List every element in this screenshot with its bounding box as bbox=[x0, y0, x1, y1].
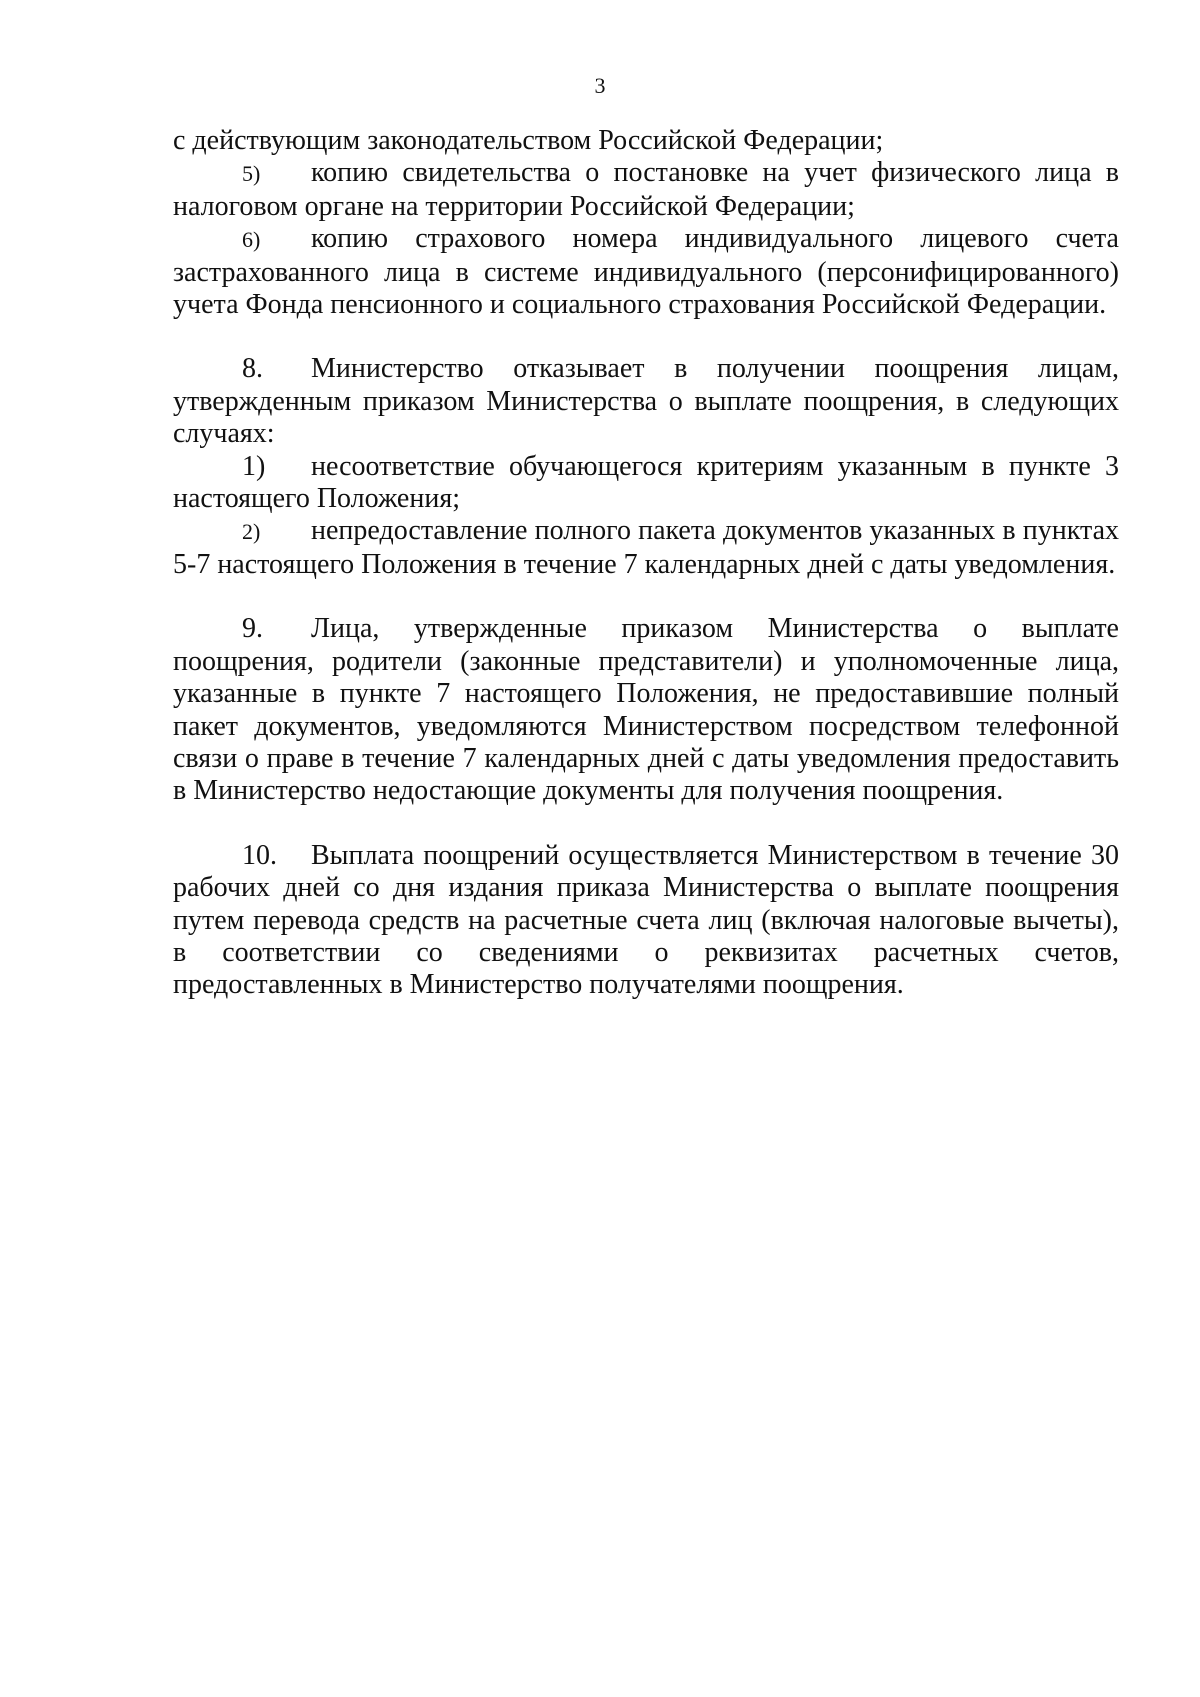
document-body bbox=[173, 125, 1119, 1002]
list-item-number: 5) bbox=[242, 161, 261, 187]
paragraph-text: несоответствие обучающегося критериям указанным в пункте 3 настоящего Положения; bbox=[173, 450, 1119, 515]
paragraph-text: копию свидетельства о постановке на учет физического лица в налоговом органе на территории Российской Федерации; bbox=[173, 157, 1119, 222]
paragraph-text: Лица, утвержденные приказом Министерства о выплате поощрения, родители (законные представители) и уполномоченные лица, указанные в пункте 7 настоящего Положения, не предоставившие полный пакет документов, уведомляются Министерством посредством телефонной связи о праве в течение 7 календарных дней с даты уведомления предоставить в Министерство недостающие документы для получения поощрения. bbox=[173, 613, 1119, 807]
list-item-number: 2) bbox=[242, 519, 261, 545]
clause-10 bbox=[173, 840, 1119, 1002]
paragraph-text: Министерство отказывает в получении поощрения лицам, утвержденным приказом Министерства о выплате поощрения, в следующих случаях: bbox=[173, 353, 1119, 450]
paragraph-text: с действующим законодательством Российской Федерации; bbox=[173, 125, 884, 156]
clause-number: 8. bbox=[242, 353, 263, 385]
list-item-number: 6) bbox=[242, 227, 261, 253]
list-item-6 bbox=[173, 223, 1119, 321]
list-item-5 bbox=[173, 157, 1119, 223]
paragraph-text: копию страхового номера индивидуального лицевого счета застрахованного лица в системе индивидуального (персонифицированного) учета Фонда пенсионного и социального страхования Российской Федерации. bbox=[173, 223, 1119, 321]
clause-number: 9. bbox=[242, 613, 263, 645]
paragraph-text: Выплата поощрений осуществляется Министерством в течение 30 рабочих дней со дня издания приказа Министерства о выплате поощрения путем перевода средств на расчетные счета лиц (включая налоговые вычеты), в соответствии со сведениями о реквизитах расчетных счетов, предоставленных в Министерство получателями поощрения. bbox=[173, 839, 1119, 1001]
clause-9 bbox=[173, 613, 1119, 807]
paragraph-text: непредоставление полного пакета документов указанных в пунктах 5-7 настоящего Положения в течение 7 календарных дней с даты уведомления. bbox=[173, 515, 1119, 580]
list-item-number: 1) bbox=[242, 450, 266, 482]
paragraph-continuation bbox=[173, 125, 1119, 157]
page-number: 3 bbox=[594, 73, 606, 98]
clause-number: 10. bbox=[242, 839, 277, 871]
clause-8 bbox=[173, 353, 1119, 450]
list-item-1 bbox=[173, 451, 1119, 516]
list-item-2 bbox=[173, 515, 1119, 581]
